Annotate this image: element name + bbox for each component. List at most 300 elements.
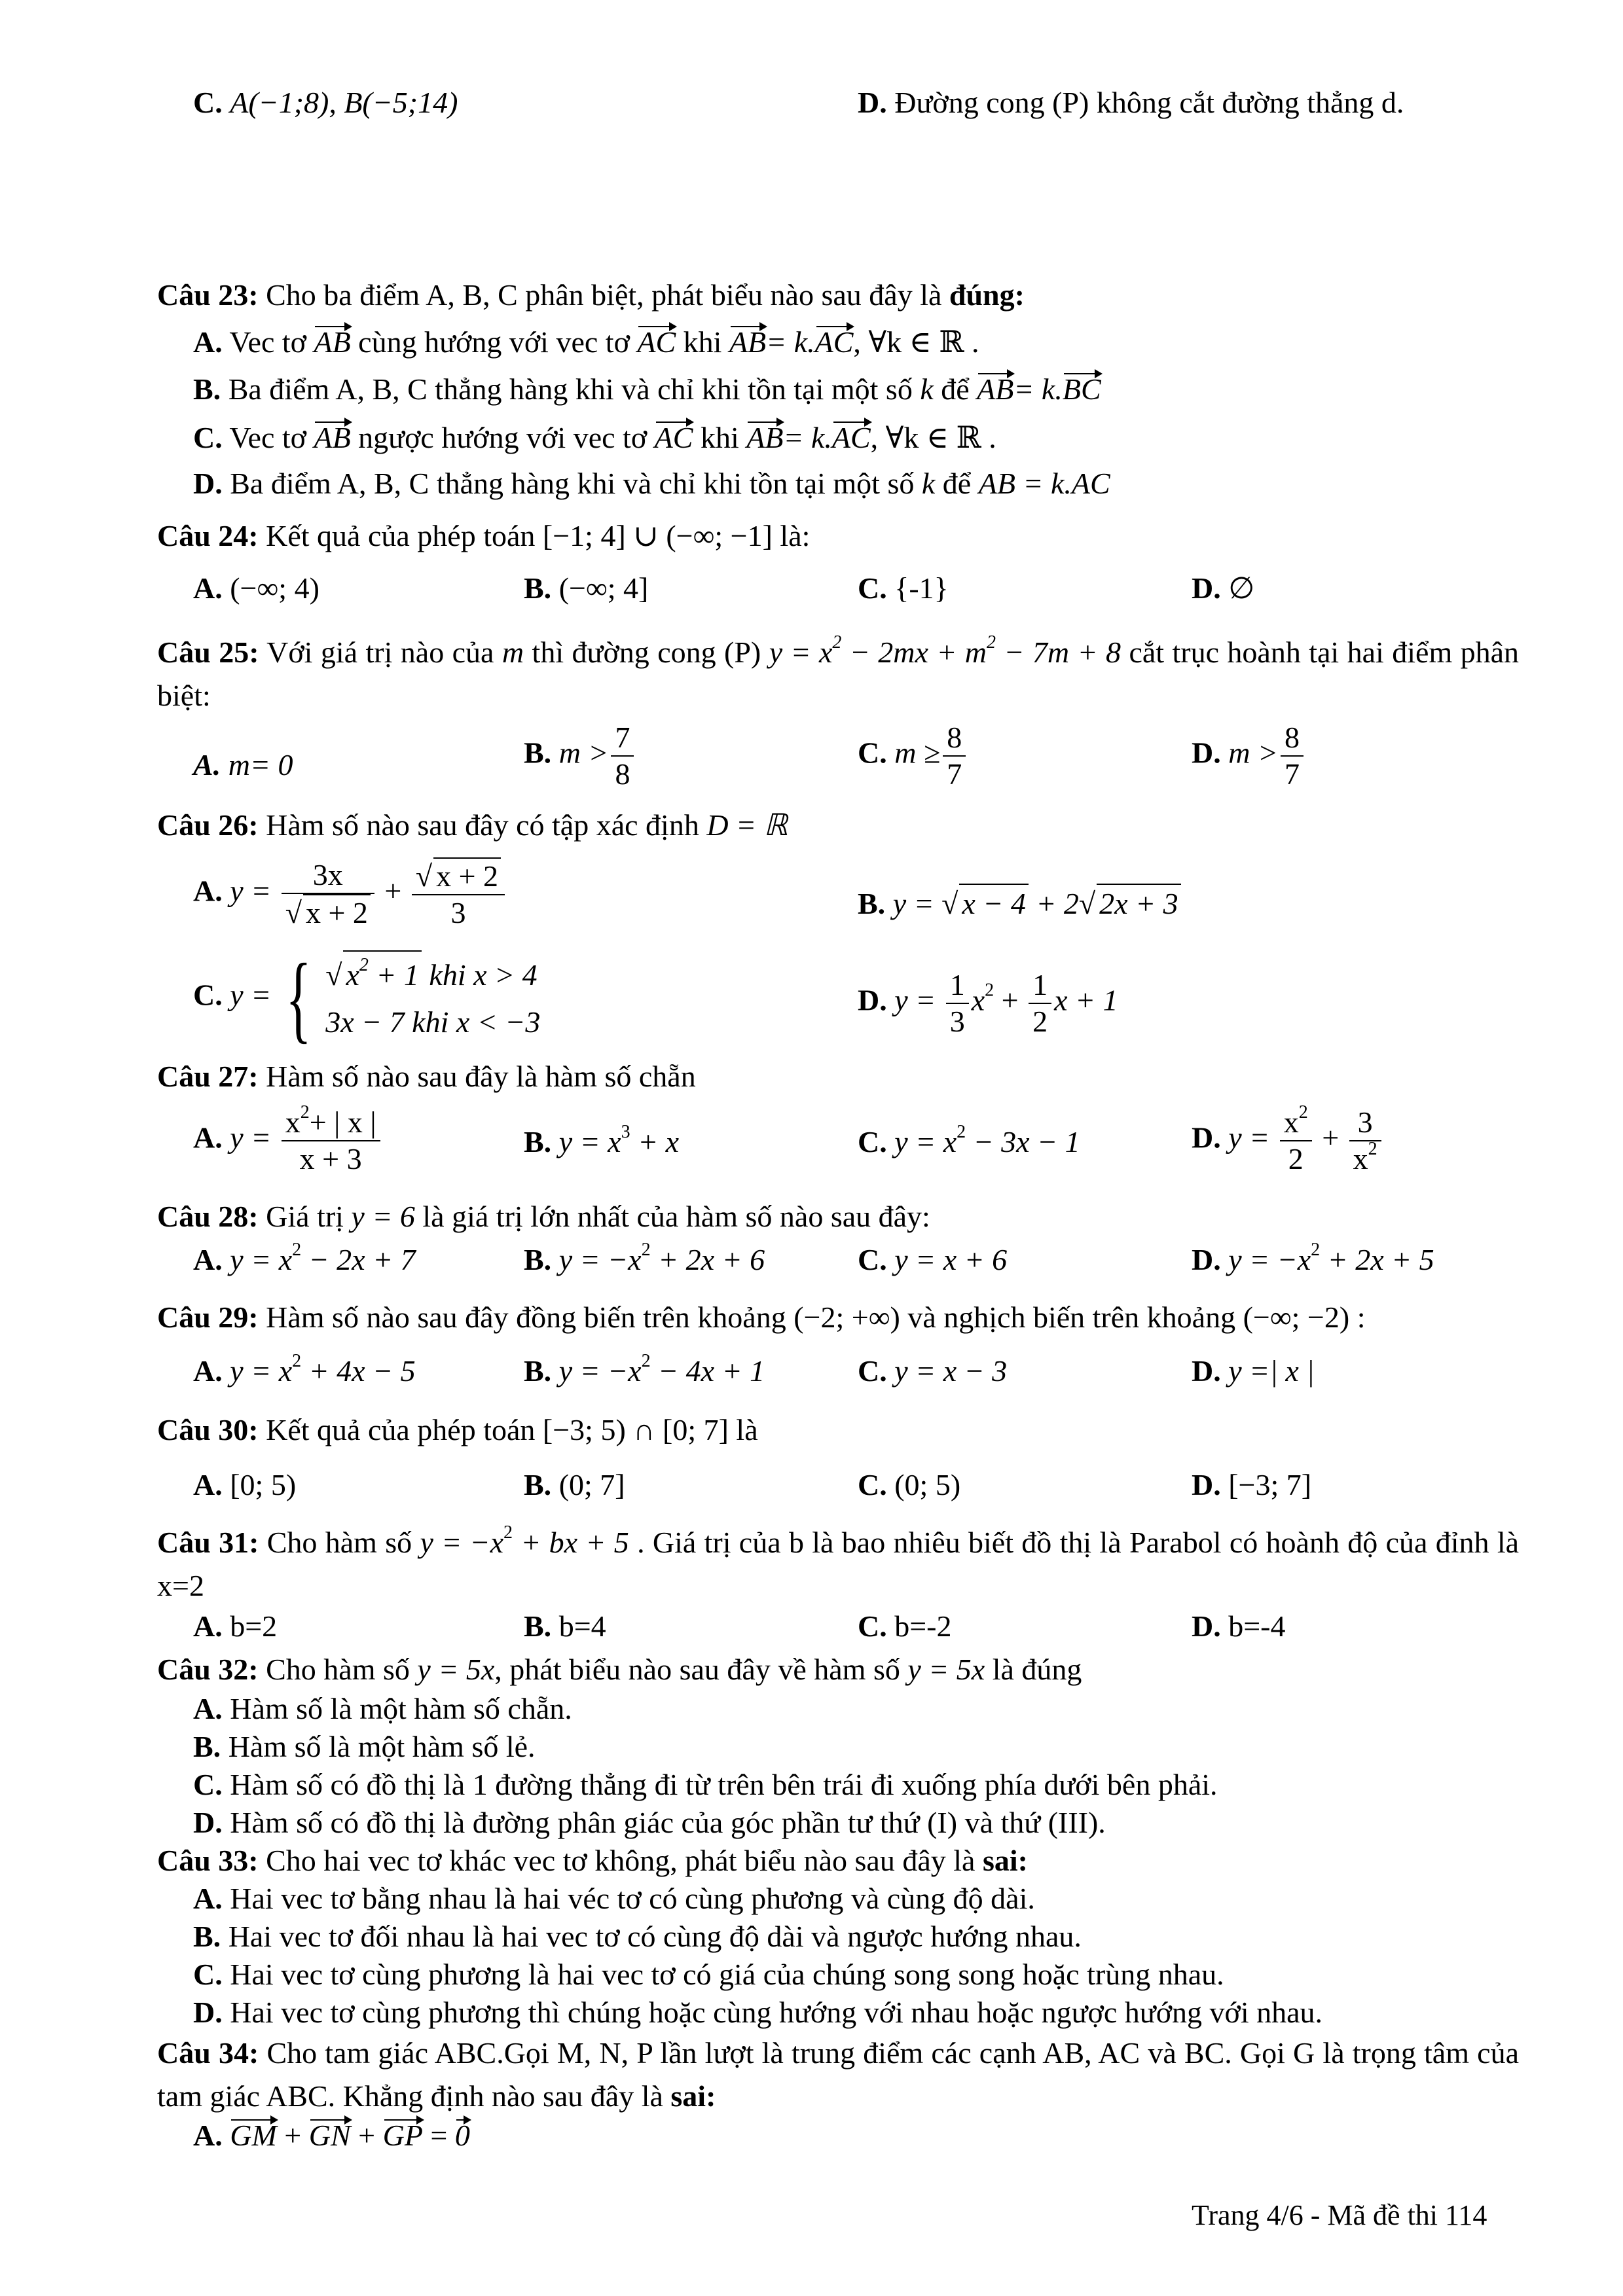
fraction — [946, 967, 969, 1039]
exponent: 2 — [641, 1240, 651, 1260]
question-text: : — [1357, 1300, 1366, 1334]
vector-ac: AC — [655, 419, 693, 457]
math-text: y = — [230, 874, 272, 908]
question-label: Câu 31: — [157, 1526, 259, 1559]
option-text: Hai vec tơ bằng nhau là hai véc tơ có cùng phương và cùng độ dài. — [230, 1882, 1035, 1915]
denominator: 3 — [949, 1005, 965, 1038]
fraction — [943, 720, 966, 792]
question-28-option-c — [858, 1241, 1007, 1279]
math-text: [−3; 5) ∩ [0; 7] — [542, 1413, 729, 1446]
radicand: 2x + 3 — [1097, 884, 1180, 923]
option-text: ngược hướng với vec tơ — [358, 421, 647, 454]
math-text: = k. — [766, 325, 815, 359]
math-text: y = — [230, 978, 272, 1012]
question-label: Câu 30: — [157, 1413, 259, 1446]
math-text: + 2 — [1036, 887, 1079, 920]
math-text: x — [1353, 1142, 1368, 1175]
fraction — [1349, 1105, 1381, 1177]
question-26-option-b — [858, 884, 1181, 923]
numerator: 3 — [1349, 1105, 1381, 1141]
math-text: − 7m + 8 — [1004, 636, 1122, 669]
question-29-option-d — [1192, 1352, 1315, 1390]
question-27-option-d — [1192, 1102, 1384, 1177]
option-text: [−3; 7] — [1228, 1468, 1312, 1501]
option-text: (0; 7] — [558, 1468, 625, 1501]
math-text: y = x — [894, 1125, 957, 1158]
question-text: Hàm số nào sau đây là hàm số chẵn — [266, 1060, 696, 1093]
question-32-option-b — [193, 1728, 536, 1766]
question-34-option-a — [193, 2117, 470, 2155]
math-text: y = — [1228, 1121, 1270, 1155]
page-footer: Trang 4/6 - Mã đề thi 114 — [1192, 2199, 1487, 2231]
option-text: Hai vec tơ cùng phương thì chúng hoặc cùng hướng với nhau hoặc ngược hướng với nhau. — [230, 1996, 1323, 2029]
question-29-option-a — [193, 1352, 416, 1390]
math-text: k — [920, 372, 934, 406]
option-label: C. — [858, 1468, 887, 1501]
option-label: A. — [193, 1692, 223, 1725]
exponent: 2 — [985, 980, 994, 1001]
denominator — [1349, 1141, 1381, 1177]
math-text: y = x — [558, 1125, 621, 1158]
option-label: B. — [858, 887, 886, 920]
question-30-option-c — [858, 1466, 960, 1504]
option-label: C. — [858, 1125, 887, 1158]
exponent: 3 — [621, 1122, 630, 1142]
math-text: x — [971, 983, 985, 1017]
math-text: y = −x — [558, 1243, 642, 1276]
fraction — [282, 857, 374, 931]
question-text: , phát biểu nào sau đây về hàm số — [494, 1653, 900, 1686]
exponent: 2 — [957, 1122, 966, 1142]
question-text: Cho hàm số — [266, 1526, 412, 1559]
case-condition: khi x < −3 — [412, 1005, 541, 1039]
math-text: 3x − 7 — [325, 1005, 405, 1039]
exponent: 2 — [1368, 1139, 1377, 1159]
equation — [769, 632, 1122, 669]
exponent: 2 — [832, 632, 842, 653]
question-25-option-a — [193, 746, 293, 784]
prev-option-d — [858, 84, 1404, 122]
math-text: (−2; +∞) — [793, 1300, 900, 1334]
question-24-option-a — [193, 569, 319, 607]
vector-ac: AC — [832, 419, 871, 457]
option-label: D. — [1192, 1243, 1221, 1276]
zero-vector: 0 — [455, 2117, 470, 2155]
question-text: . Giá trị của b là bao nhiêu biết đồ thị là Parabol có hoành độ của đỉnh là x=2 — [157, 1526, 1520, 1602]
option-label: A. — [193, 874, 223, 908]
question-24-option-b — [524, 569, 648, 607]
question-25-option-d — [1192, 720, 1306, 792]
option-label: D. — [193, 467, 223, 500]
option-text: khi — [683, 325, 722, 359]
question-33-option-d — [193, 1994, 1322, 2032]
option-text: Vec tơ — [229, 421, 306, 454]
math-text: + 1 — [376, 958, 419, 992]
math-text: − 2x + 7 — [308, 1243, 416, 1276]
question-31-option-a — [193, 1607, 277, 1645]
question-23-option-b — [193, 370, 1101, 408]
option-text: Đường cong (P) không cắt đường thẳng d. — [894, 86, 1404, 119]
math-text: y = −x — [1228, 1243, 1311, 1276]
option-text: b=-2 — [894, 1609, 952, 1643]
math-text: + — [1322, 1121, 1340, 1155]
question-30-option-a — [193, 1466, 296, 1504]
question-label: Câu 34: — [157, 2036, 259, 2070]
option-text: b=2 — [230, 1609, 278, 1643]
option-label: C. — [193, 978, 223, 1012]
math-text: y = — [894, 983, 936, 1017]
case-2 — [325, 999, 540, 1046]
question-30-option-d — [1192, 1466, 1311, 1504]
fraction — [611, 720, 634, 792]
option-label: D. — [858, 983, 887, 1017]
option-text: m= 0 — [228, 748, 293, 781]
fraction — [1029, 967, 1051, 1039]
question-26-option-c — [193, 944, 541, 1052]
sqrt-sign — [941, 887, 958, 920]
option-text: Ba điểm A, B, C thẳng hàng khi và chỉ khi tồn tại một số — [228, 372, 913, 406]
math-text: y = — [892, 887, 934, 920]
numerator — [412, 857, 505, 895]
option-label: A. — [193, 1354, 223, 1388]
vector-gp: GP — [383, 2117, 423, 2155]
option-text: Hai vec tơ cùng phương là hai vec tơ có giá của chúng song song hoặc trùng nhau. — [230, 1958, 1224, 1991]
math-text: y = 5x — [907, 1653, 985, 1686]
option-label: C. — [193, 86, 223, 119]
math-text: m > — [1228, 736, 1278, 770]
question-text: Với giá trị nào của — [266, 636, 494, 669]
option-label: C. — [858, 1354, 887, 1388]
prev-option-c — [193, 84, 458, 122]
math-text: − 4x + 1 — [658, 1354, 765, 1388]
case-condition: khi x > 4 — [429, 958, 538, 992]
vector-ab: AB — [314, 323, 350, 361]
math-text: + | x | — [309, 1105, 376, 1139]
brace-icon: { — [285, 944, 312, 1052]
option-text: [0; 5) — [230, 1468, 297, 1501]
question-text: Hàm số nào sau đây có tập xác định — [266, 808, 699, 842]
math-text: y = x − 3 — [894, 1354, 1008, 1388]
math-text: k — [921, 467, 936, 500]
numerator: 1 — [946, 967, 969, 1004]
vector-bc: BC — [1063, 370, 1101, 408]
question-text: Cho hàm số — [266, 1653, 410, 1686]
option-label: C. — [858, 736, 887, 770]
option-label: A. — [193, 1468, 223, 1501]
fraction — [282, 1102, 380, 1177]
vector-gn: GN — [309, 2117, 351, 2155]
question-33-option-a — [193, 1880, 1035, 1918]
option-label: B. — [193, 372, 221, 406]
option-label: B. — [524, 1354, 552, 1388]
question-text: là đúng — [992, 1653, 1082, 1686]
math-text: + 4x − 5 — [308, 1354, 416, 1388]
vector-ab: AB — [729, 323, 766, 361]
option-text: Hàm số là một hàm số lẻ. — [228, 1730, 536, 1763]
question-31-option-d — [1192, 1607, 1286, 1645]
exponent: 2 — [292, 1240, 302, 1260]
radicand: x + 2 — [303, 894, 371, 931]
question-emphasis: sai: — [982, 1844, 1028, 1877]
question-text: Kết quả của phép toán — [266, 519, 536, 552]
question-label: Câu 25: — [157, 636, 259, 669]
option-label: A. — [193, 1609, 223, 1643]
question-emphasis: đúng: — [949, 278, 1025, 312]
radicand: x + 2 — [433, 857, 501, 894]
exponent: 2 — [503, 1522, 513, 1543]
numerator — [282, 1102, 380, 1141]
math-text: y = x — [230, 1354, 293, 1388]
question-33 — [157, 1842, 1028, 1880]
math-text: , ∀k ∈ ℝ . — [870, 421, 996, 454]
math-text: x — [1283, 1105, 1299, 1139]
option-label: D. — [1192, 1121, 1221, 1155]
option-label: B. — [524, 1609, 552, 1643]
math-text: (−∞; −2) — [1243, 1300, 1350, 1334]
radicand: x − 4 — [959, 884, 1028, 923]
option-label: B. — [524, 1468, 552, 1501]
math-text: + bx + 5 — [520, 1526, 629, 1559]
radicand — [343, 950, 421, 999]
question-34 — [157, 2032, 1519, 2118]
math-text: + — [1001, 983, 1019, 1017]
math-text: AB = k.AC — [978, 467, 1110, 500]
math-text: y = x — [769, 636, 833, 669]
question-label: Câu 26: — [157, 808, 259, 842]
denominator: 2 — [1288, 1142, 1304, 1175]
math-text: + — [384, 874, 402, 908]
question-25-option-b — [524, 720, 636, 792]
question-32-option-c — [193, 1766, 1218, 1804]
option-text: Ba điểm A, B, C thẳng hàng khi và chỉ khi tồn tại một số — [230, 467, 915, 500]
vector-ab: AB — [314, 419, 350, 457]
math-text: , ∀k ∈ ℝ . — [853, 325, 979, 359]
option-label: D. — [193, 1806, 223, 1839]
sqrt-sign — [285, 896, 302, 929]
exponent: 2 — [987, 632, 996, 653]
question-text: là: — [780, 519, 811, 552]
option-text: để — [941, 372, 970, 406]
option-text: b=4 — [558, 1609, 606, 1643]
option-label: D. — [1192, 736, 1221, 770]
exponent: 2 — [359, 955, 369, 975]
math-text: m — [501, 636, 524, 669]
question-27-option-a — [193, 1102, 383, 1177]
math-text: x — [346, 958, 359, 992]
math-text: = k. — [1013, 372, 1063, 406]
denominator: 8 — [615, 757, 630, 791]
question-label: Câu 33: — [157, 1844, 259, 1877]
math-text: y = x — [230, 1243, 293, 1276]
option-label: A. — [193, 325, 223, 359]
question-text: cắt trục hoành tại hai điểm phân biệt: — [157, 636, 1520, 712]
question-27-option-c — [858, 1123, 1080, 1161]
option-label: C. — [858, 1609, 887, 1643]
question-31-option-c — [858, 1607, 952, 1645]
numerator: 7 — [611, 720, 634, 757]
case-1 — [325, 950, 540, 999]
question-24-option-d — [1192, 569, 1254, 607]
math-text: [−1; 4] ∪ (−∞; −1] — [542, 519, 773, 552]
option-label: D. — [1192, 571, 1221, 605]
question-text: Cho ba điểm A, B, C phân biệt, phát biểu nào sau đây là — [266, 278, 942, 312]
denominator: 7 — [1285, 757, 1300, 791]
question-28-option-a — [193, 1241, 416, 1279]
option-text: (0; 5) — [894, 1468, 961, 1501]
question-24 — [157, 517, 810, 555]
question-text: Cho tam giác ABC.Gọi M, N, P lần lượt là trung điểm các cạnh AB, AC và BC. Gọi G là trọng tâm của tam giác ABC. Khẳng định nào sau đây là — [157, 2036, 1519, 2113]
option-label: A. — [193, 1243, 223, 1276]
math-text: = k. — [783, 421, 832, 454]
math-text: + — [284, 2119, 302, 2152]
question-27 — [157, 1058, 696, 1096]
math-text: x — [285, 1105, 301, 1139]
question-text: là — [736, 1413, 758, 1446]
question-text: là giá trị lớn nhất của hàm số nào sau đây: — [422, 1200, 930, 1233]
question-26-option-d — [858, 967, 1118, 1039]
question-29 — [157, 1299, 1365, 1336]
option-label: C. — [858, 571, 887, 605]
option-text: cùng hướng với vec tơ — [358, 325, 630, 359]
option-text: để — [942, 467, 972, 500]
sqrt-sign — [416, 859, 432, 893]
question-31 — [157, 1521, 1519, 1607]
option-text: Hàm số có đồ thị là 1 đường thẳng đi từ trên bên trái đi xuống phía dưới bên phải. — [230, 1768, 1218, 1801]
question-text: Hàm số nào sau đây đồng biến trên khoảng — [266, 1300, 786, 1334]
option-label: A. — [193, 1882, 223, 1915]
denominator: 3 — [450, 896, 466, 929]
vector-ac: AC — [815, 323, 854, 361]
option-label: A. — [193, 571, 223, 605]
option-text: Hàm số là một hàm số chẵn. — [230, 1692, 572, 1725]
question-label: Câu 24: — [157, 519, 259, 552]
option-text: (−∞; 4] — [558, 571, 649, 605]
numerator: 3x — [282, 857, 374, 894]
question-text: Giá trị — [266, 1200, 344, 1233]
question-text: Kết quả của phép toán — [266, 1413, 536, 1446]
piecewise-cases — [325, 950, 540, 1046]
denominator — [282, 894, 374, 931]
question-32-option-a — [193, 1690, 572, 1728]
question-26-option-a — [193, 857, 507, 931]
math-text: = — [430, 2119, 448, 2152]
numerator — [1280, 1102, 1312, 1141]
question-28-option-b — [524, 1241, 765, 1279]
question-23-option-d — [193, 465, 1110, 503]
question-text: Cho hai vec tơ khác vec tơ không, phát biểu nào sau đây là — [266, 1844, 976, 1877]
option-text: ∅ — [1228, 571, 1255, 605]
option-label: B. — [524, 1125, 552, 1158]
option-text: Vec tơ — [229, 325, 306, 359]
math-text: y = — [230, 1121, 272, 1155]
question-29-option-b — [524, 1352, 765, 1390]
option-label: D. — [1192, 1468, 1221, 1501]
question-text: và nghịch biến trên khoảng — [907, 1300, 1236, 1334]
question-29-option-c — [858, 1352, 1007, 1390]
question-25 — [157, 631, 1519, 717]
math-text: y = x + 6 — [894, 1243, 1008, 1276]
option-text: Hàm số có đồ thị là đường phân giác của góc phần tư thứ (I) và thứ (III). — [230, 1806, 1106, 1839]
question-31-option-b — [524, 1607, 606, 1645]
option-label: D. — [858, 86, 887, 119]
math-text: + x — [638, 1125, 680, 1158]
question-label: Câu 23: — [157, 278, 259, 312]
option-label: B. — [524, 736, 552, 770]
exponent: 2 — [641, 1351, 651, 1371]
math-text: m ≥ — [894, 736, 941, 770]
fraction — [412, 857, 505, 931]
option-label: B. — [524, 571, 552, 605]
sqrt-sign — [1079, 887, 1095, 920]
exponent: 2 — [292, 1351, 302, 1371]
question-30 — [157, 1411, 758, 1449]
fraction — [1281, 720, 1304, 792]
option-label: B. — [524, 1243, 552, 1276]
option-label: B. — [193, 1730, 221, 1763]
math-text: − 2mx + m — [849, 636, 987, 669]
option-text: A(−1;8), B(−5;14) — [230, 86, 458, 119]
question-28-option-d — [1192, 1241, 1434, 1279]
numerator: 1 — [1029, 967, 1051, 1004]
math-text: + 2x + 5 — [1327, 1243, 1434, 1276]
question-23-option-c — [193, 419, 996, 457]
vector-gm: GM — [230, 2117, 277, 2155]
option-text: khi — [700, 421, 739, 454]
exponent: 2 — [1298, 1102, 1308, 1122]
option-text: {-1} — [894, 571, 949, 605]
question-24-option-c — [858, 569, 949, 607]
denominator: x + 3 — [299, 1142, 362, 1175]
question-23-option-a — [193, 323, 979, 361]
question-32 — [157, 1651, 1082, 1689]
numerator: 8 — [1281, 720, 1304, 757]
math-text: y = −x — [420, 1526, 504, 1559]
denominator: 7 — [947, 757, 962, 791]
option-label: D. — [1192, 1354, 1221, 1388]
question-27-option-b — [524, 1123, 679, 1161]
math-text: y = −x — [558, 1354, 642, 1388]
question-33-option-b — [193, 1918, 1082, 1956]
math-text: m > — [558, 736, 609, 770]
math-text: y = 6 — [351, 1200, 415, 1233]
denominator: 2 — [1032, 1005, 1048, 1038]
question-label: Câu 28: — [157, 1200, 259, 1233]
option-label: A. — [193, 748, 221, 781]
option-text: (−∞; 4) — [230, 571, 319, 605]
option-label: C. — [858, 1243, 887, 1276]
math-text: y = 5x — [417, 1653, 495, 1686]
exponent: 2 — [1311, 1240, 1321, 1260]
vector-ac: AC — [637, 323, 676, 361]
question-label: Câu 27: — [157, 1060, 259, 1093]
math-text: y =| x | — [1228, 1354, 1315, 1388]
question-text: thì đường cong (P) — [532, 636, 761, 669]
question-28 — [157, 1198, 930, 1236]
question-26 — [157, 806, 788, 844]
option-label: D. — [193, 1996, 223, 2029]
math-text: + — [358, 2119, 376, 2152]
exponent: 2 — [300, 1102, 310, 1122]
fraction — [1280, 1102, 1312, 1177]
option-label: C. — [193, 1958, 223, 1991]
math-text: D = ℝ — [706, 808, 788, 842]
option-label: A. — [193, 2119, 223, 2152]
sqrt-sign — [325, 958, 342, 992]
math-text: + 2x + 6 — [658, 1243, 765, 1276]
vector-ab: AB — [746, 419, 783, 457]
vector-ab: AB — [977, 370, 1013, 408]
question-emphasis: sai: — [670, 2079, 716, 2113]
